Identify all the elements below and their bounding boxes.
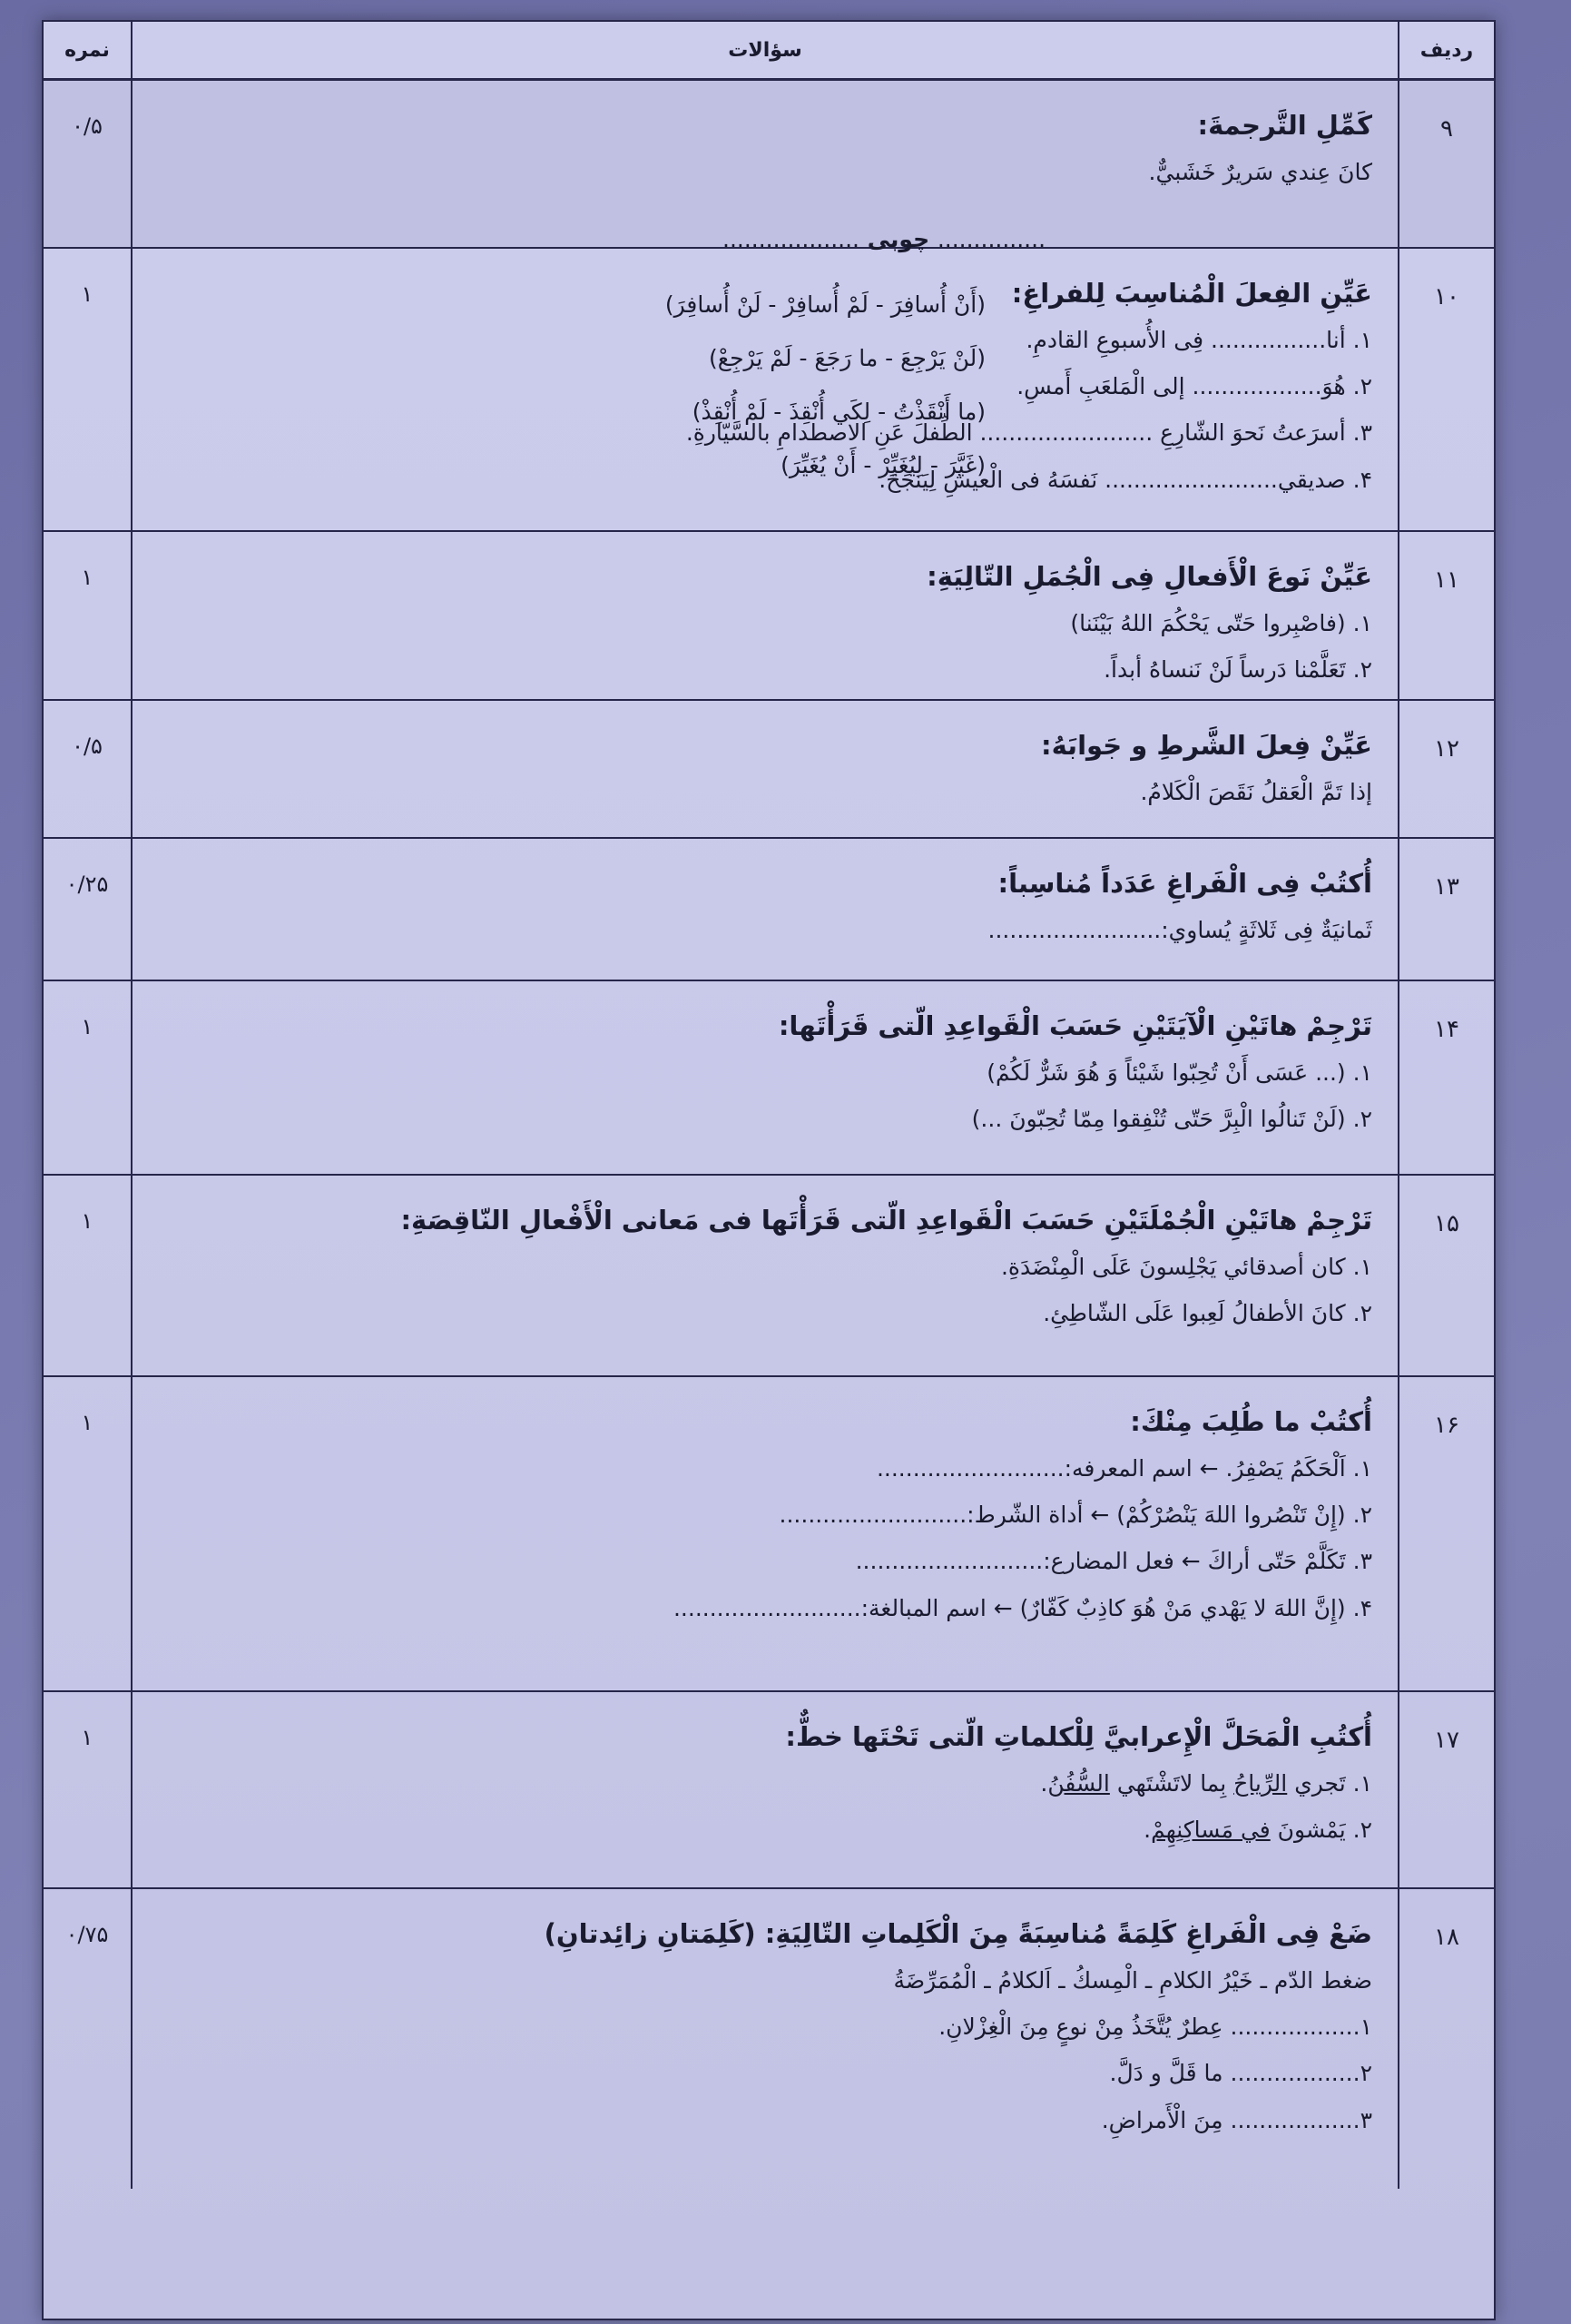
question-score: ۰/۲۵ bbox=[44, 839, 133, 980]
question-item: ۴. (إِنَّ اللهَ لا يَهْدي مَنْ هُوَ كاذِبٌ كَفّارٌ) ← اسم المبالغة:.......................... bbox=[673, 1594, 1372, 1621]
question-row-11 bbox=[44, 532, 1494, 701]
question-title: عَيِّنْ نَوعَ الْأَفعالِ فِی الْجُمَلِ التّالِيَةِ: bbox=[927, 561, 1372, 592]
question-body bbox=[133, 532, 1398, 699]
question-title: ضَعْ فِی الْفَراغِ كَلِمَةً مُناسِبَةً مِنَ الْكَلِماتِ التّالِيَةِ: (كَلِمَتانِ زائِدتانِ) bbox=[544, 1918, 1372, 1949]
question-item: ۳. أسرَعتُ نَحوَ الشّارِعِ ........................ الطِّفلَ عَنِ الاصطدامِ بالسَّيّارةِ. bbox=[685, 419, 1372, 447]
question-item: ۱. أنا................ فِی الأُسبوعِ القادمِ. bbox=[1026, 326, 1372, 353]
underlined-word: السُّفُنُ bbox=[1047, 1769, 1110, 1797]
question-score: ۱ bbox=[44, 1377, 133, 1690]
question-body bbox=[133, 1692, 1398, 1887]
question-row-15 bbox=[44, 1176, 1494, 1377]
question-row-13 bbox=[44, 839, 1494, 981]
question-number: ۱۱ bbox=[1398, 532, 1494, 699]
header-score: نمره bbox=[44, 22, 133, 78]
question-row-17 bbox=[44, 1692, 1494, 1889]
blank-dots: ............... bbox=[937, 226, 1046, 252]
word-bank: ضغط الدّم ـ خَيْرُ الكلامِ ـ الْمِسكُ ـ اَلكلامُ ـ الْمُمَرِّضَةُ bbox=[893, 1966, 1372, 1994]
verb-options bbox=[604, 278, 986, 492]
question-item: إذا تَمَّ الْعَقلُ نَقَصَ الْكَلامُ. bbox=[1140, 778, 1372, 805]
text-segment: . bbox=[1040, 1769, 1048, 1797]
question-score: ۰/۵ bbox=[44, 81, 133, 247]
question-body bbox=[133, 1377, 1398, 1690]
question-score: ۱ bbox=[44, 981, 133, 1174]
question-title: تَرْجِمْ هاتَيْنِ الْجُمْلَتَيْنِ حَسَبَ الْقَواعِدِ الّتی قَرَأْتَها فی مَعانی الْأَفْعالِ النّاقِصَةِ: bbox=[400, 1205, 1372, 1236]
question-item: ۱. اَلْحَكَمُ يَصْفِرُ. ← اسم المعرفه:.......................... bbox=[876, 1454, 1372, 1482]
question-item: ۱. كان أصدقائي يَجْلِسونَ عَلَی الْمِنْضَدَةِ. bbox=[1000, 1253, 1372, 1280]
question-body bbox=[133, 1176, 1398, 1375]
question-title: أُكتُبْ ما طُلِبَ مِنْكَ: bbox=[1130, 1406, 1372, 1437]
question-body bbox=[133, 701, 1398, 837]
question-item: ۲. (إِنْ تَنْصُروا اللهَ يَنْصُرْكُمْ) ← أداة الشّرط:.......................... bbox=[779, 1502, 1372, 1529]
question-body bbox=[133, 249, 1398, 530]
question-item: ۲. كانَ الأطفالُ لَعِبوا عَلَی الشّاطِئِ. bbox=[1043, 1300, 1372, 1327]
option-group: (ما أَنْقَذْتُ - لِكَي أُنْقِذَ - لَمْ أُنْقِذْ) bbox=[692, 399, 986, 425]
question-number: ۹ bbox=[1398, 81, 1494, 247]
question-title: تَرْجِمْ هاتَيْنِ الْآيَتَيْنِ حَسَبَ الْقَواعِدِ الّتی قَرَأْتَها: bbox=[778, 1010, 1372, 1041]
question-item bbox=[151, 1816, 1372, 1844]
question-sentence: كانَ عِندي سَريرٌ خَشَبيٌّ. bbox=[1148, 158, 1372, 185]
question-number: ۱۶ bbox=[1398, 1377, 1494, 1690]
exam-sheet bbox=[42, 20, 1496, 2320]
question-title: كَمِّلِ التَّرجمةَ: bbox=[1197, 110, 1372, 141]
question-item: ۱. (فاصْبِروا حَتّی يَحْكُمَ اللهُ بَيْنَنا) bbox=[1070, 609, 1372, 636]
question-item: ۳. تَكَلَّمْ حَتّی أراكَ ← فعل المضارع:.......................... bbox=[855, 1548, 1372, 1575]
question-number: ۱۳ bbox=[1398, 839, 1494, 980]
question-item: ۲.................. ما قَلَّ و دَلَّ. bbox=[1109, 2060, 1372, 2087]
question-item: ۱. (... عَسَی أَنْ تُحِبّوا شَيْئاً وَ هُوَ شَرٌّ لَكُمْ) bbox=[987, 1059, 1372, 1086]
option-group: (أَنْ أُسافِرَ - لَمْ أُسافِرْ - لَنْ أُسافِرَ) bbox=[664, 291, 986, 318]
question-number: ۱۴ bbox=[1398, 981, 1494, 1174]
blank-dots: ................... bbox=[722, 226, 859, 252]
question-item: ۲. هُوَ.................. إلی الْمَلعَبِ أَمسِ. bbox=[1016, 373, 1372, 400]
question-row-10 bbox=[44, 249, 1494, 532]
question-item: ۱.................. عِطرٌ يُتَّخَذُ مِنْ نوعٍ مِنَ الْغِزْلانِ. bbox=[938, 2014, 1372, 2041]
question-item: ۲. تَعَلَّمْنا دَرساً لَنْ نَنساهُ أبداً. bbox=[1104, 656, 1372, 684]
fill-word: چوبی bbox=[867, 226, 930, 252]
question-score: ۱ bbox=[44, 1692, 133, 1887]
question-item bbox=[151, 1769, 1372, 1797]
question-score: ۱ bbox=[44, 532, 133, 699]
question-title: عَيِّنْ فِعلَ الشَّرطِ و جَوابَهُ: bbox=[1041, 730, 1372, 761]
question-item: ۴. صدیقي........................ نَفسَهُ فی الْعیشِ لِیَنجَحَ. bbox=[879, 466, 1372, 493]
question-number: ۱۵ bbox=[1398, 1176, 1494, 1375]
underlined-word: الرِّياحُ bbox=[1233, 1769, 1288, 1797]
question-score: ۱ bbox=[44, 1176, 133, 1375]
question-body bbox=[133, 81, 1398, 252]
table-header bbox=[44, 22, 1494, 81]
text-segment: ۱. تَجري bbox=[1287, 1769, 1372, 1797]
option-group: (لَنْ يَرْجِعَ - ما رَجَعَ - لَمْ يَرْجِعْ) bbox=[709, 345, 986, 371]
question-number: ۱۰ bbox=[1398, 249, 1494, 530]
question-row-16 bbox=[44, 1377, 1494, 1692]
question-row-14 bbox=[44, 981, 1494, 1176]
question-body bbox=[133, 981, 1398, 1174]
question-title: أُكتُبْ فِی الْفَراغِ عَدَداً مُناسِباً: bbox=[997, 868, 1372, 899]
question-number: ۱۷ bbox=[1398, 1692, 1494, 1887]
question-row-12 bbox=[44, 701, 1494, 839]
text-segment: بِما لاتَشْتَهي bbox=[1109, 1769, 1234, 1797]
underlined-word: في مَساكِنِهِمْ bbox=[1151, 1817, 1271, 1844]
question-item: ۲. (لَنْ تَنالُوا الْبِرَّ حَتّی تُنْفِقوا مِمّا تُحِبّونَ ...) bbox=[971, 1106, 1372, 1133]
text-segment: . bbox=[1144, 1817, 1152, 1844]
question-body bbox=[133, 839, 1398, 980]
header-row-number: ردیف bbox=[1398, 22, 1494, 78]
question-row-9 bbox=[44, 81, 1494, 252]
text-segment: ۲. يَمْشونَ bbox=[1270, 1817, 1372, 1844]
header-questions: سؤالات bbox=[728, 38, 802, 62]
question-score: ۱ bbox=[44, 249, 133, 530]
question-row-18 bbox=[44, 1889, 1494, 2189]
question-body bbox=[133, 1889, 1398, 2189]
question-number: ۱۲ bbox=[1398, 701, 1494, 837]
question-title: أُكتُبِ الْمَحَلَّ الْإِعرابيَّ لِلْكلماتِ الّتی تَحْتَها خطٌّ: bbox=[785, 1721, 1372, 1752]
question-item: ثَمانيَةٌ فِی ثَلاثَةٍ يُساوي:........................ bbox=[987, 916, 1372, 943]
question-score: ۰/۵ bbox=[44, 701, 133, 837]
question-title: عَيِّنِ الفِعلَ الْمُناسِبَ لِلفراغِ: bbox=[1011, 278, 1372, 309]
question-score: ۰/۷۵ bbox=[44, 1889, 133, 2189]
option-group: (غَيَّرَ - لِيُغَيِّرْ - أَنْ يُغَيِّرَ) bbox=[781, 452, 986, 478]
question-item: ۳.................. مِنَ الْأَمراضِ. bbox=[1101, 2106, 1372, 2133]
question-number: ۱۸ bbox=[1398, 1889, 1494, 2189]
